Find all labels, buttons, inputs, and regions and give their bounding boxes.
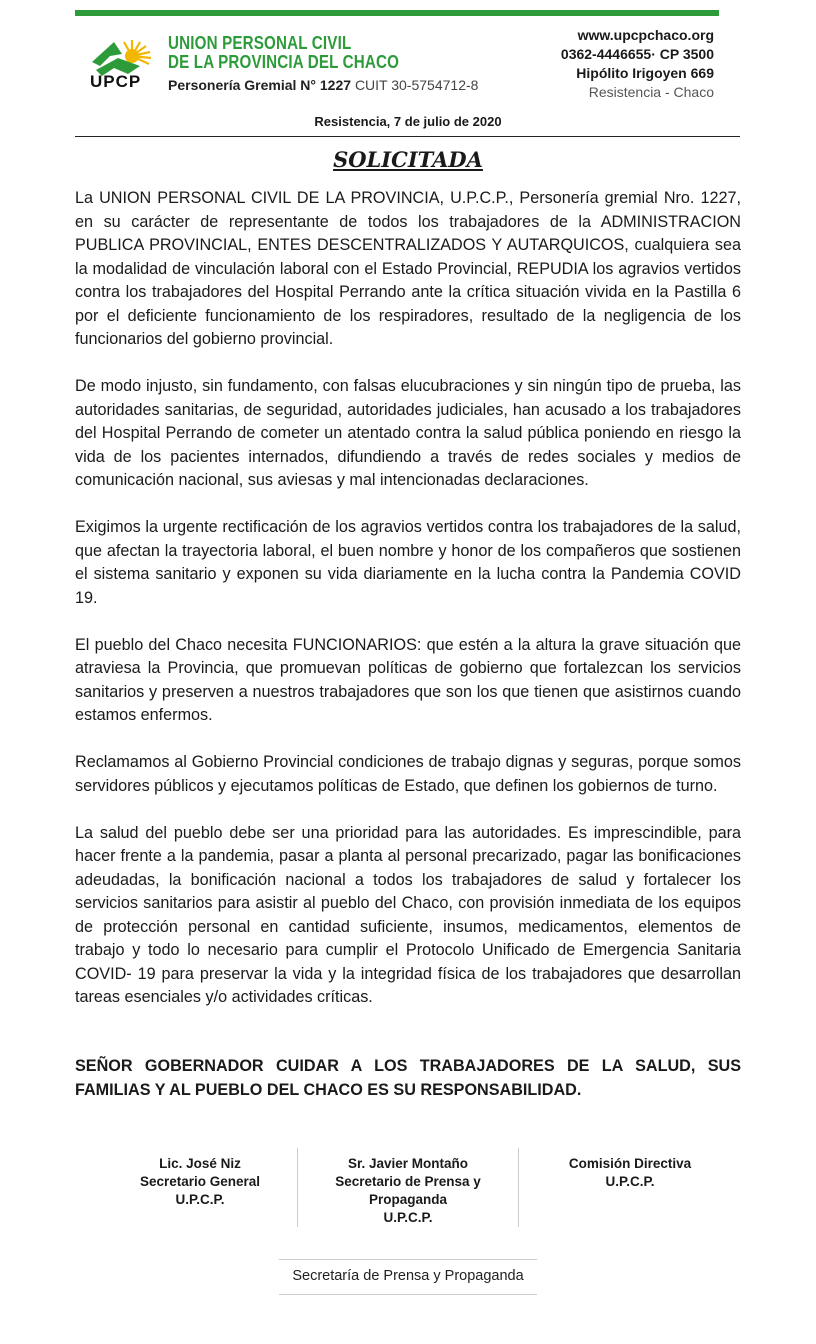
paragraph: Exigimos la urgente rectificación de los agravios vertidos contra los trabajadores de la salud, que afectan la trayectoria laboral, el buen nombre y honor de los compañeros que sostienen el sistema sanitario y exponen su vida diariamente en la lucha contra la Pandemia COVID 19. [75, 518, 741, 607]
city: Resistencia - Chaco [588, 84, 714, 100]
paragraph: La salud del pueblo debe ser una prioridad para las autoridades. Es imprescindible, para hacer frente a la pandemia, pasar a planta al personal precarizado, pagar las bonificaciones adeudadas, la bonificación nacional a todos los trabajadores de salud y fortalecer los servicios sanitarios para asistir al pueblo del Chaco, con provisión inmediata de los equipos de protección personal en cantidad suficiente, insumos, medicamentos, elementos de trabajo y todo lo necesario para cumplir el Protocolo Unificado de Emergencia Sanitaria COVID- 19 para preservar la vida y la integridad física de los trabajadores que desarrollan tareas esenciales y/o actividades críticas. [75, 823, 741, 1006]
document-date: Resistencia, 7 de julio de 2020 [314, 114, 502, 129]
signature-org: U.P.C.P. [383, 1210, 433, 1225]
footer-label: Secretaría de Prensa y Propaganda [292, 1268, 524, 1284]
header-divider [75, 136, 740, 137]
signature-role: Secretario General [139, 1174, 261, 1189]
signature-comision [519, 1155, 741, 1191]
footer-divider-top [279, 1259, 537, 1260]
paragraph: El pueblo del Chaco necesita FUNCIONARIOS: que estén a la altura la grave situación que atraviesa la Provincia, que promuevan políticas de gobierno que fortalezcan los servicios sanitarios y preserven a nuestros trabajadores que son los que tienen que asistirnos cuando estamos enfermos. [75, 635, 741, 724]
contact-block [561, 26, 714, 102]
personeria: Personería Gremial N° 1227 [168, 77, 352, 93]
cuit: CUIT 30-5754712-8 [354, 77, 479, 93]
paragraph: De modo injusto, sin fundamento, con falsas elucubraciones y sin ningún tipo de prueba, las autoridades sanitarias, de seguridad, autoridades judiciales, han acusado a los trabajadores del Hospital Perrando de cometer un atentado contra la salud pública poniendo en riesgo la vida de los pacientes internados, difundiendo a través de redes sociales y medios de comunicación nacional, sus aviesas y mal intencionadas declaraciones. [75, 377, 741, 489]
logo-text: UPCP [90, 72, 142, 91]
signature-montano [297, 1155, 519, 1227]
paragraph: La UNION PERSONAL CIVIL DE LA PROVINCIA, U.P.C.P., Personería gremial Nro. 1227, en su carácter de representante de todos los trabajadores de la ADMINISTRACION PUBLICA PROVINCIAL, ENTES DESCENTRALIZADOS Y AUTARQUICOS, cualquiera sea la modalidad de vinculación laboral con el Estado Provincial, REPUDIA los agravios vertidos contra los trabajadores del Hospital Perrando ante la crítica situación vivida en la Pastilla 6 por el deficiente funcionamiento de los respiradores, resultado de la negligencia de los funcionarios del gobierno provincial. [75, 189, 741, 348]
signature-org: U.P.C.P. [175, 1192, 225, 1207]
signature-name: Sr. Javier Montaño [347, 1156, 469, 1171]
personeria-line [168, 77, 478, 93]
signature-role: Secretario de Prensa y Propaganda [335, 1174, 481, 1207]
signatures [75, 1148, 741, 1228]
org-name-line1: UNION PERSONAL CIVIL [168, 32, 352, 53]
signature-niz [105, 1155, 295, 1209]
header-green-bar [75, 10, 719, 16]
website-link[interactable]: www.upcpchaco.org [577, 27, 714, 43]
phone: 0362-4446655· CP 3500 [560, 46, 714, 62]
signature-name: Lic. José Niz [159, 1156, 241, 1171]
footer-divider-bottom [279, 1294, 537, 1295]
paragraph: Reclamamos al Gobierno Provincial condiciones de trabajo dignas y seguras, porque somos servidores públicos y ejecutamos políticas de Estado, que definen los gobiernos de turno. [75, 753, 741, 795]
org-name-line2: DE LA PROVINCIA DEL CHACO [168, 51, 400, 72]
document-body [75, 187, 741, 1033]
document-title: SOLICITADA [333, 147, 483, 172]
signature-org: U.P.C.P. [605, 1174, 655, 1189]
address: Hipólito Irigoyen 669 [576, 65, 714, 81]
closing-statement: SEÑOR GOBERNADOR CUIDAR A LOS TRABAJADORES DE LA SALUD, SUS FAMILIAS Y AL PUEBLO DEL CHACO ES SU RESPONSABILIDAD. [75, 1057, 741, 1099]
signature-name: Comisión Directiva [568, 1156, 692, 1171]
